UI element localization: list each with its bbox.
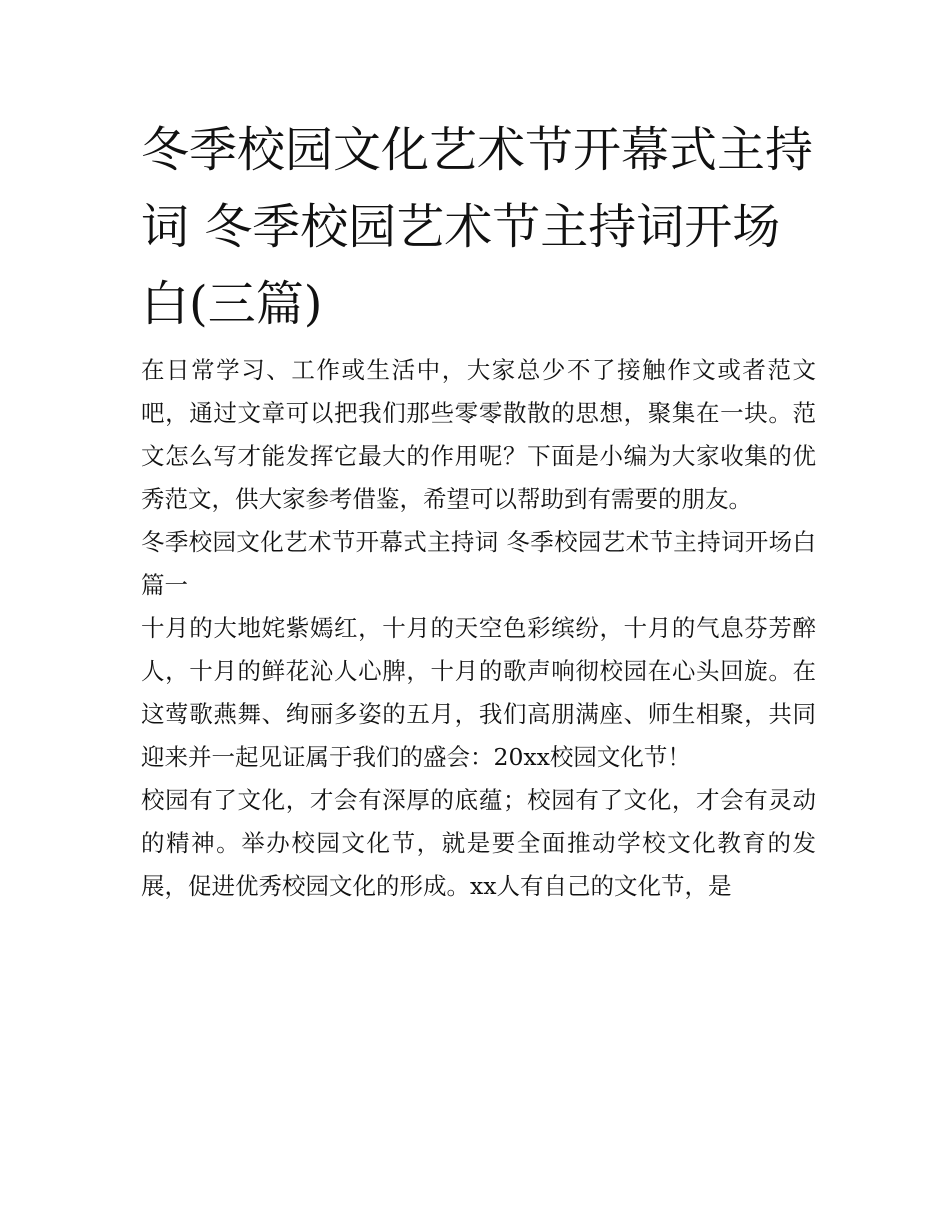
document-title: 冬季校园文化艺术节开幕式主持词 冬季校园艺术节主持词开场白(三篇) <box>141 122 814 332</box>
section-heading: 冬季校园文化艺术节开幕式主持词 冬季校园艺术节主持词开场白篇一 <box>141 528 816 599</box>
body-paragraph: 十月的大地姹紫嫣红，十月的天空色彩缤纷，十月的气息芬芳醉人，十月的鲜花沁人心脾，十月的歌声响彻校园在心头回旋。在这莺歌燕舞、绚丽多姿的五月，我们高朋满座、师生相聚，共同迎来并一起见证属于我们的盛会：20xx校园文化节！ <box>141 614 816 771</box>
intro-paragraph: 在日常学习、工作或生活中，大家总少不了接触作文或者范文吧，通过文章可以把我们那些零零散散的思想，聚集在一块。范文怎么写才能发挥它最大的作用呢？下面是小编为大家收集的优秀范文，供大家参考借鉴，希望可以帮助到有需要的朋友。 <box>141 356 816 513</box>
body-paragraph: 校园有了文化，才会有深厚的底蕴；校园有了文化，才会有灵动的精神。举办校园文化节，就是要全面推动学校文化教育的发展，促进优秀校园文化的形成。xx人有自己的文化节，是 <box>141 786 816 900</box>
document-page <box>141 112 816 908</box>
